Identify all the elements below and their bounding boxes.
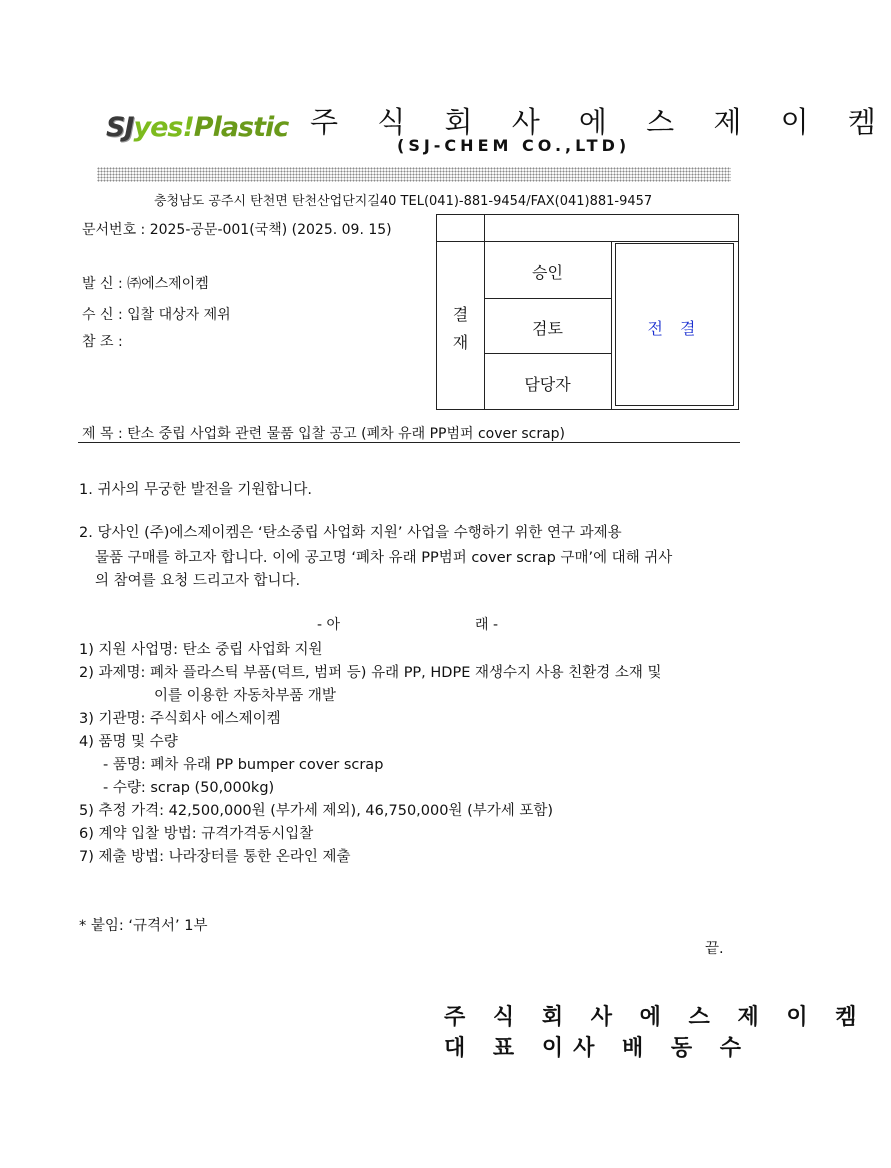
logo-part-sj: SJ [106, 112, 134, 143]
receiver: 수 신 : 입찰 대상자 제위 [82, 307, 231, 323]
paragraph-2-line-2: 물품 구매를 하고자 합니다. 이에 공고명 ‘폐차 유래 PP범퍼 cover scrap 구매’에 대해 귀사 [95, 550, 673, 566]
approval-divider [437, 241, 738, 242]
end-mark: 끝. [705, 941, 724, 957]
list-item: 7) 제출 방법: 나라장터를 통한 온라인 제출 [79, 849, 351, 865]
list-item: 6) 계약 입찰 방법: 규격가격동시입찰 [79, 826, 314, 842]
approval-side-label-bottom: 재 [452, 333, 469, 352]
approval-divider [484, 298, 612, 299]
list-item: 4) 품명 및 수량 [79, 734, 178, 750]
attachment-note: * 붙임: ‘규격서’ 1부 [79, 918, 208, 934]
approval-row-manager: 담당자 [524, 375, 571, 394]
paragraph-2-line-3: 의 참여를 요청 드리고자 합니다. [95, 573, 301, 589]
list-item: 1) 지원 사업명: 탄소 중립 사업화 지원 [79, 642, 323, 658]
header-divider [97, 167, 731, 182]
list-item: 이를 이용한 자동차부품 개발 [154, 688, 336, 704]
notice-heading-right: 래 - [475, 617, 499, 633]
approval-row-review: 검토 [532, 319, 563, 338]
doc-number: 문서번호 : 2025-공문-001(국책) (2025. 09. 15) [82, 222, 392, 238]
signature-ceo: 대 표 이사 배 동 수 [444, 1036, 752, 1061]
list-item: - 품명: 폐차 유래 PP bumper cover scrap [103, 757, 384, 773]
list-item: 5) 추정 가격: 42,500,000원 (부가세 제외), 46,750,000원 (부가세 포함) [79, 803, 554, 819]
company-logo [106, 112, 288, 143]
stamp-box [615, 243, 734, 406]
logo-part-yes: yes! [133, 112, 194, 143]
subject: 제 목 : 탄소 중립 사업화 관련 물품 입찰 공고 (폐차 유래 PP범퍼 cover scrap) [82, 426, 566, 442]
sender: 발 신 : ㈜에스제이켐 [82, 276, 209, 292]
paragraph-2-line-1: 2. 당사인 (주)에스제이켐은 ‘탄소중립 사업화 지원’ 사업을 수행하기 위한 연구 과제용 [79, 525, 622, 541]
list-item: - 수량: scrap (50,000kg) [103, 780, 275, 796]
list-item: 2) 과제명: 폐차 플라스틱 부품(덕트, 범퍼 등) 유래 PP, HDPE 재생수지 사용 친환경 소재 및 [79, 665, 662, 681]
notice-heading-left: - 아 [317, 617, 341, 633]
company-name: 주 식 회 사 에 스 제 이 켐 [310, 105, 891, 139]
paragraph-1: 1. 귀사의 무궁한 발전을 기원합니다. [79, 482, 312, 498]
company-name-en: (SJ-CHEM CO.,LTD) [397, 136, 631, 155]
logo-part-plastic: Plastic [193, 112, 289, 143]
approval-side-label-top: 결 [452, 305, 469, 324]
list-item: 3) 기관명: 주식회사 에스제이켐 [79, 711, 281, 727]
approval-row-approve: 승인 [532, 263, 563, 282]
subject-rule [78, 442, 740, 443]
reference: 참 조 : [82, 334, 123, 350]
company-address: 충청남도 공주시 탄천면 탄천산업단지길40 TEL(041)-881-9454/FAX(041)881-9457 [154, 194, 653, 209]
stamp-text: 전 결 [647, 319, 702, 338]
approval-divider [611, 241, 612, 409]
approval-divider [484, 353, 612, 354]
signature-company: 주 식 회 사 에 스 제 이 켐 [444, 1005, 867, 1030]
